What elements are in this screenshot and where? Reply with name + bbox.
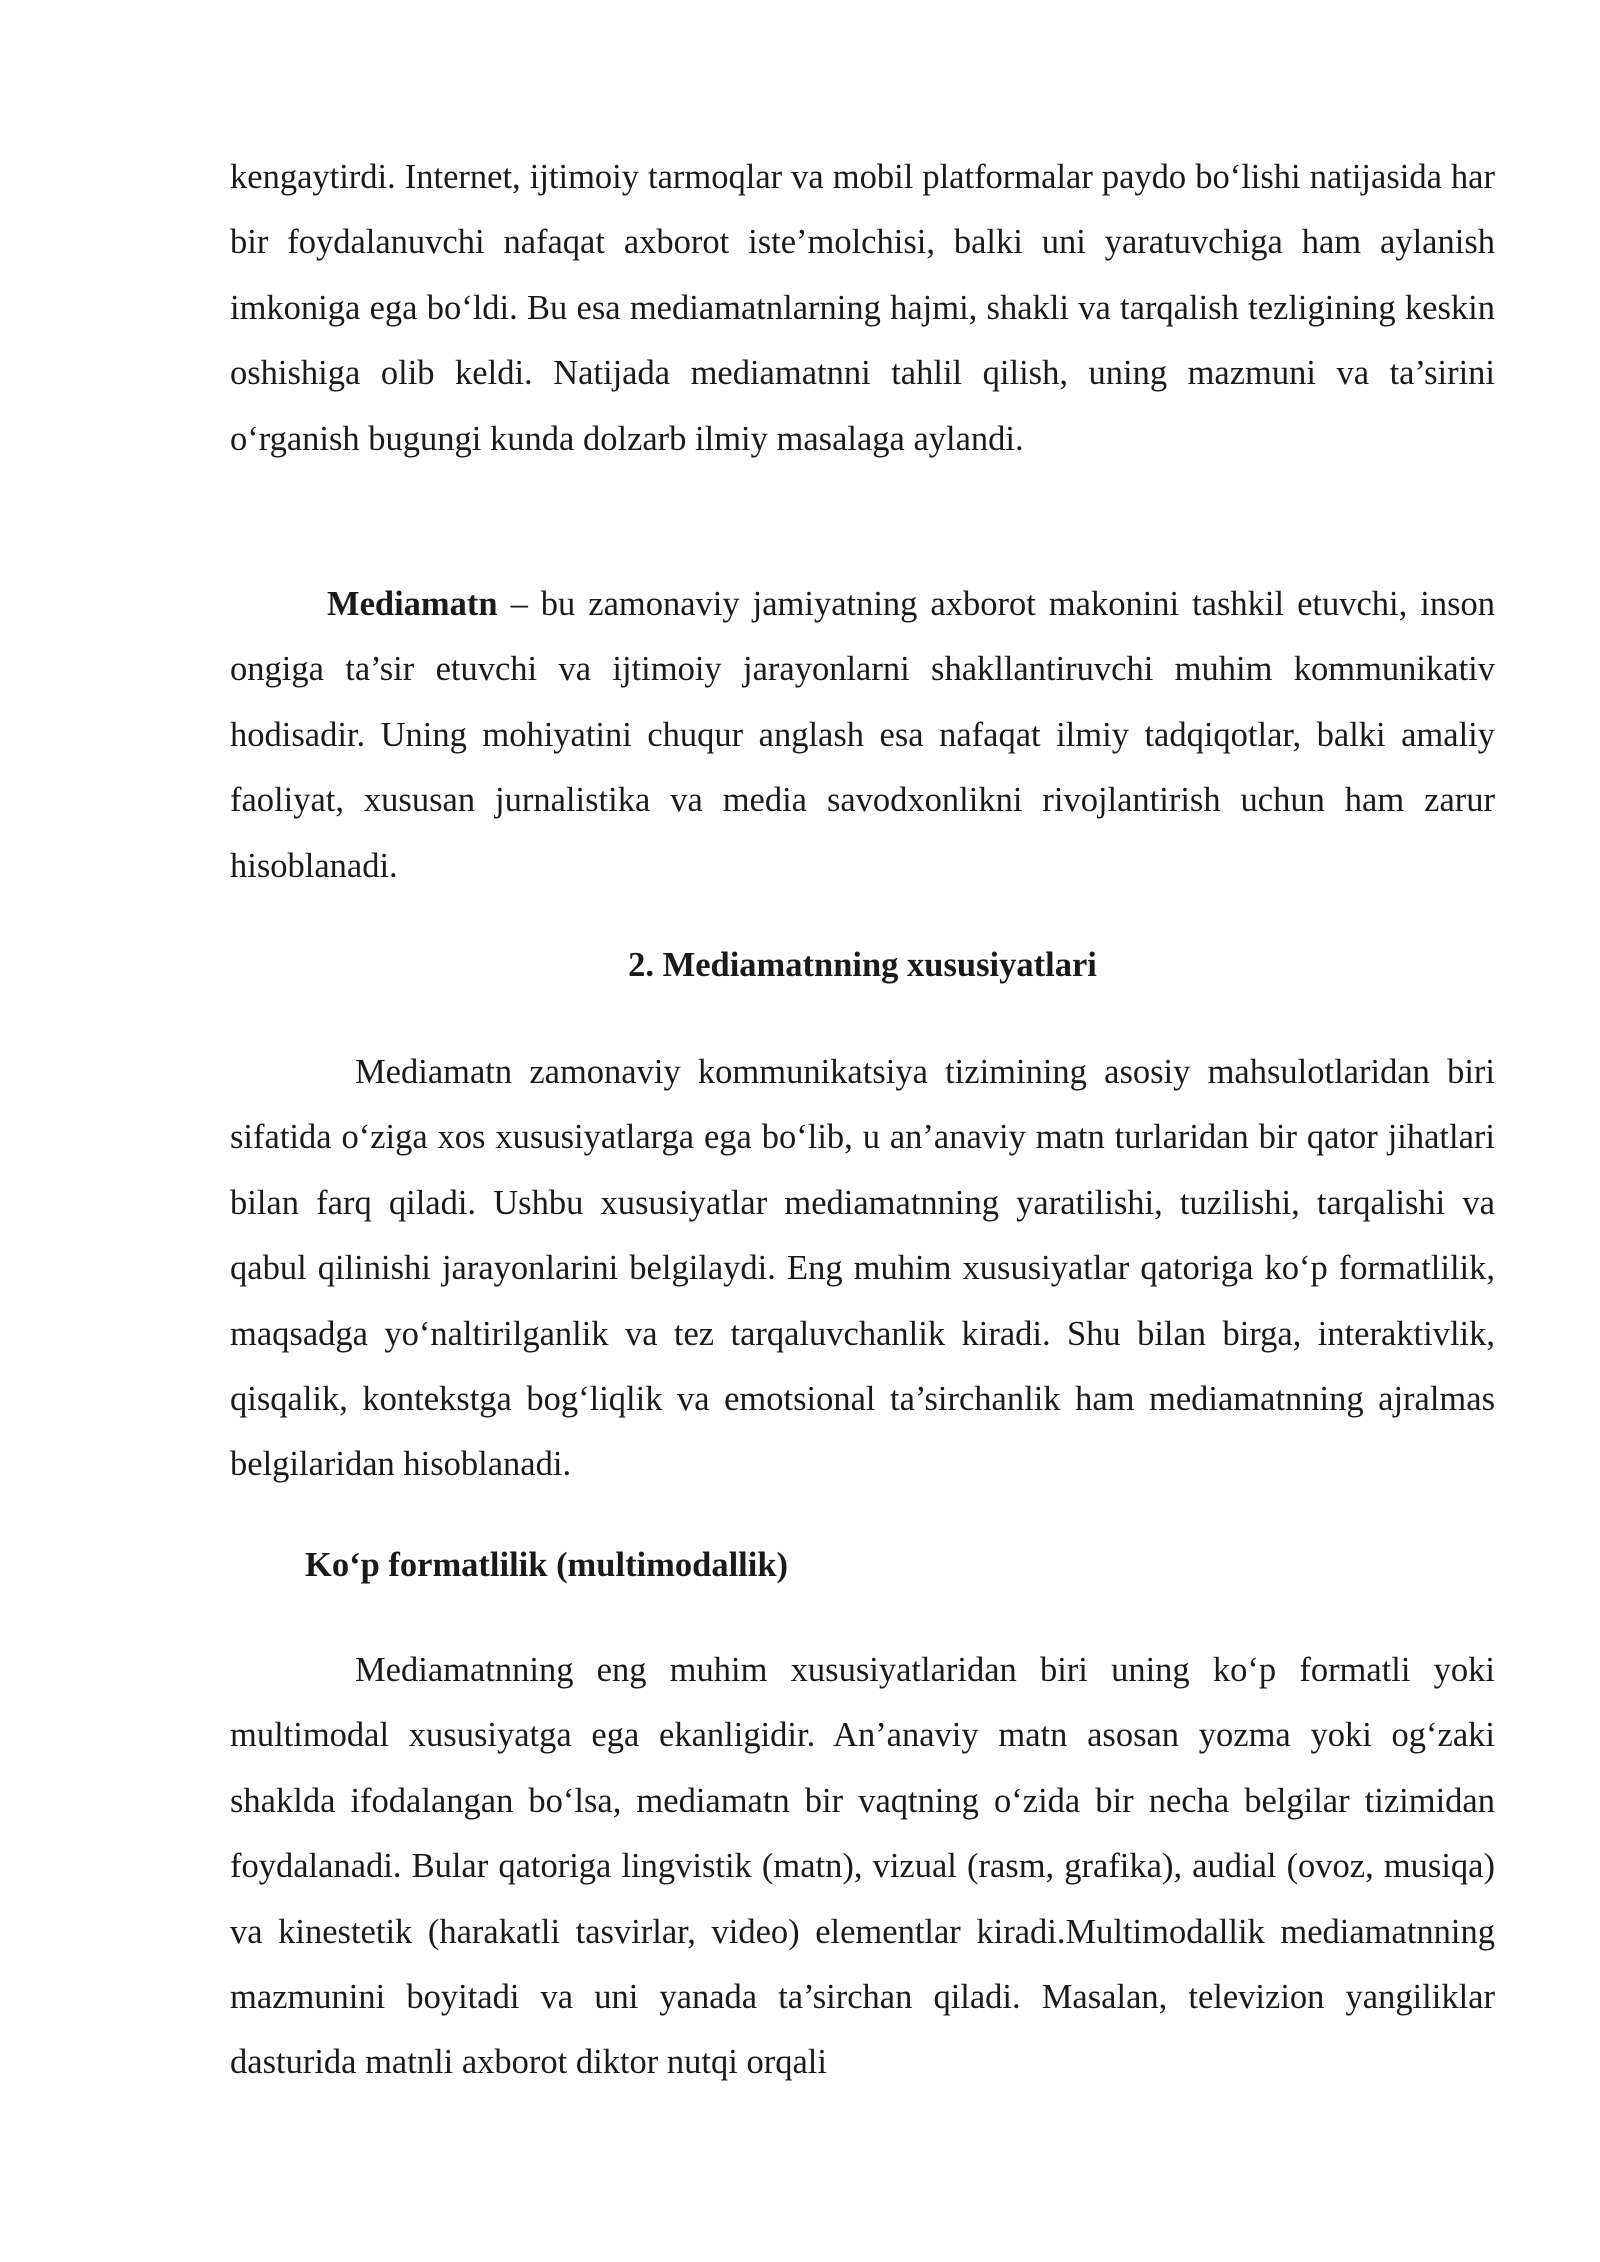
definition-text: – bu zamonaviy jamiyatning axborot makonini tashkil etuvchi, inson ongiga ta’sir etuvchi va ijtimoiy jarayonlarni shakllantiruvchi muhim kommunikativ hodisadir. Uning mohiyatini chuqur anglash esa nafaqat ilmiy tadqiqotlar, balki amaliy faoliyat, xususan jurnalistika va media savodxonlikni rivojlantirish uchun ham zarur hisoblanadi. bbox=[230, 585, 1495, 885]
paragraph-mediamatn-definition bbox=[230, 572, 1495, 899]
sub-heading: Ko‘p formatlilik (multimodallik) bbox=[305, 1546, 788, 1584]
paragraph-continuation: kengaytirdi. Internet, ijtimoiy tarmoqlar va mobil platformalar paydo bo‘lishi natijasida har bir foydalanuvchi nafaqat axborot iste’molchisi, balki uni yaratuvchiga ham aylanish imkoniga ega bo‘ldi. Bu esa mediamatnlarning hajmi, shakli va tarqalish tezligining keskin oshishiga olib keldi. Natijada mediamatnni tahlil qilish, uning mazmuni va ta’sirini o‘rganish bugungi kunda dolzarb ilmiy masalaga aylandi. bbox=[230, 158, 1495, 458]
defined-term: Mediamatn bbox=[327, 585, 498, 623]
section-heading: 2. Mediamatnning xususiyatlari bbox=[628, 946, 1097, 984]
paragraph-features-intro: Mediamatn zamonaviy kommunikatsiya tizimining asosiy mahsulotlaridan biri sifatida o‘ziga xos xususiyatlarga ega bo‘lib, u an’anaviy matn turlaridan bir qator jihatlari bilan farq qiladi. Ushbu xususiyatlar mediamatnning yaratilishi, tuzilishi, tarqalishi va qabul qilinishi jarayonlarini belgilaydi. Eng muhim xususiyatlar qatoriga ko‘p formatlilik, maqsadga yo‘naltirilganlik va tez tarqaluvchanlik kiradi. Shu bilan birga, interaktivlik, qisqalik, kontekstga bog‘liqlik va emotsional ta’sirchanlik ham mediamatnning ajralmas belgilaridan hisoblanadi. bbox=[230, 1053, 1495, 1484]
paragraph-multimodality: Mediamatnning eng muhim xususiyatlaridan biri uning ko‘p formatli yoki multimodal xususiyatga ega ekanligidir. An’anaviy matn asosan yozma yoki og‘zaki shaklda ifodalangan bo‘lsa, mediamatn bir vaqtning o‘zida bir necha belgilar tizimidan foydalanadi. Bular qatoriga lingvistik (matn), vizual (rasm, grafika), audial (ovoz, musiqa) va kinestetik (harakatli tasvirlar, video) elementlar kiradi.Multimodallik mediamatnning mazmunini boyitadi va uni yanada ta’sirchan qiladi. Masalan, televizion yangiliklar dasturida matnli axborot diktor nutqi orqali bbox=[230, 1651, 1495, 2082]
